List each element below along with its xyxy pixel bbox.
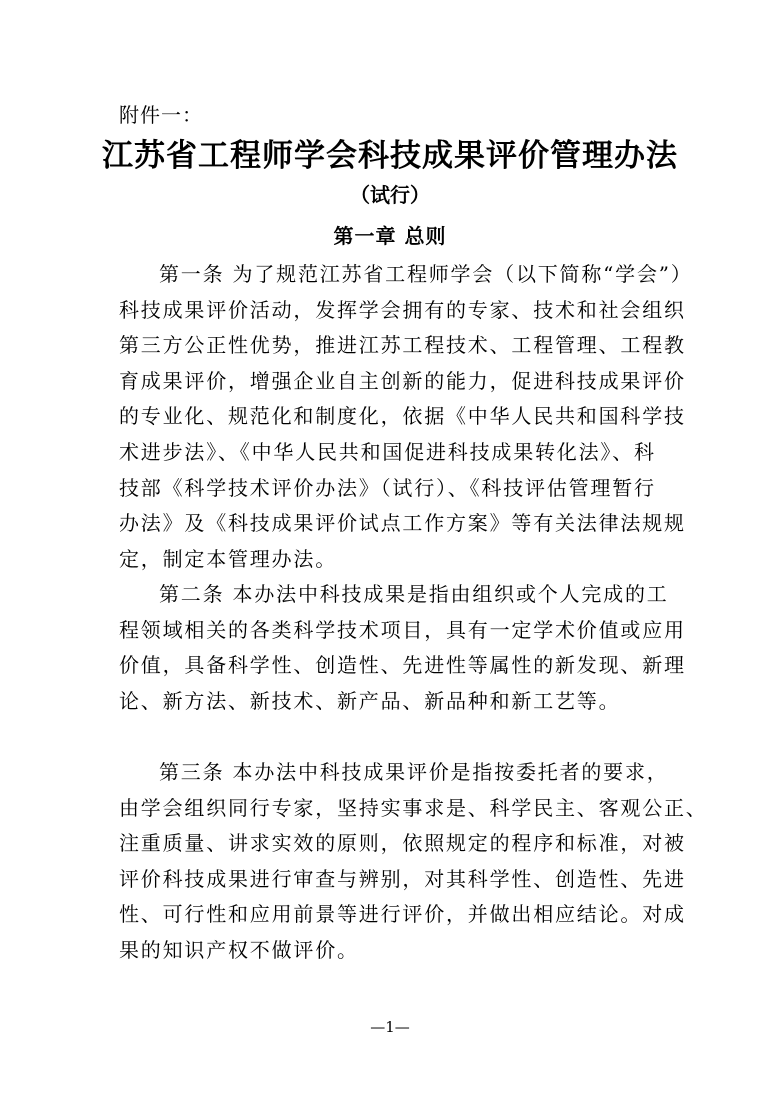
paragraph-line: 办法》及《科技成果评价试点工作方案》等有关法律法规规 <box>119 511 686 536</box>
paragraph-line: 的专业化、规范化和制度化，依据《中华人民共和国科学技 <box>119 404 686 429</box>
paragraph-line: 价值，具备科学性、创造性、先进性等属性的新发现、新理 <box>119 653 686 678</box>
paragraph-line: 定，制定本管理办法。 <box>119 546 337 571</box>
paragraph-line: 第二条 本办法中科技成果是指由组织或个人完成的工 <box>159 582 669 606</box>
paragraph-line: 论、新方法、新技术、新产品、新品种和新工艺等。 <box>119 688 621 713</box>
paragraph-line: 第三方公正性优势，推进江苏工程技术、工程管理、工程教 <box>119 333 686 358</box>
paragraph-line: 评价科技成果进行审查与辨别，对其科学性、创造性、先进 <box>119 866 686 891</box>
paragraph-line: 术进步法》、《中华人民共和国促进科技成果转化法》、科 <box>119 439 656 464</box>
paragraph-line: 第一条 为了规范江苏省工程师学会（以下简称“学会”） <box>159 262 693 286</box>
paragraph-line: 技部《科学技术评价办法》（试行）、《科技评估管理暂行 <box>119 475 656 500</box>
paragraph-line: 科技成果评价活动，发挥学会拥有的专家、技术和社会组织 <box>119 297 686 322</box>
document-subtitle: （试行） <box>350 183 430 207</box>
paragraph-line: 注重质量、讲求实效的原则，依照规定的程序和标准，对被 <box>119 831 686 856</box>
article-2 <box>119 577 686 719</box>
paragraph-line: 第三条 本办法中科技成果评价是指按委托者的要求， <box>159 760 669 784</box>
paragraph-line: 性、可行性和应用前景等进行评价，并做出相应结论。对成 <box>119 902 686 927</box>
paragraph-line: 育成果评价，增强企业自主创新的能力，促进科技成果评价 <box>119 368 686 393</box>
paragraph-line: 果的知识产权不做评价。 <box>119 937 359 962</box>
document-title: 江苏省工程师学会科技成果评价管理办法 <box>102 138 678 174</box>
paragraph-line: 程领域相关的各类科学技术项目，具有一定学术价值或应用 <box>119 617 686 642</box>
article-3 <box>119 755 708 969</box>
page-number: —1— <box>370 1018 410 1036</box>
paragraph-line: 由学会组织同行专家，坚持实事求是、科学民主、客观公正、 <box>119 795 708 820</box>
attachment-label: 附件一： <box>119 103 203 127</box>
chapter-heading: 第一章 总则 <box>333 224 447 248</box>
article-1 <box>119 257 693 577</box>
